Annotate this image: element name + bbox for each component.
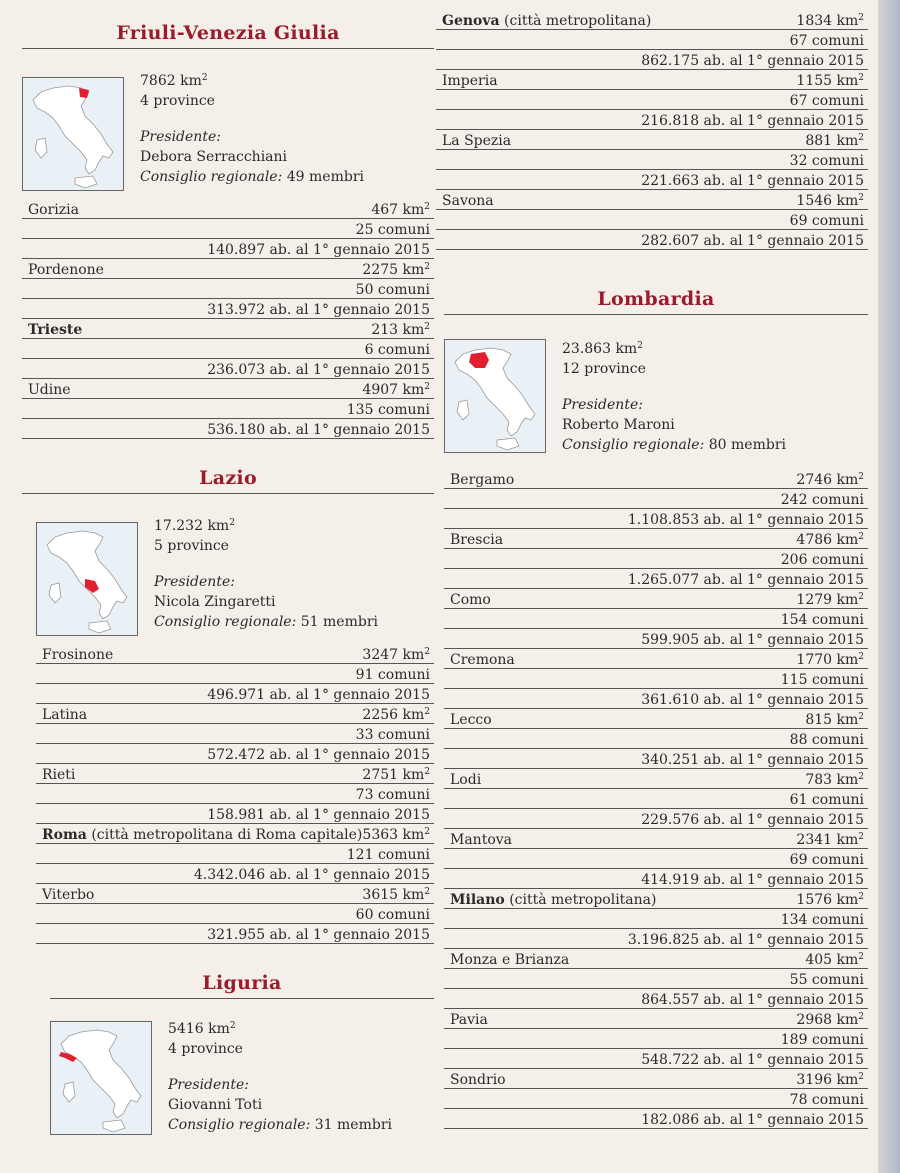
province-area: 2275 $km^2$ <box>362 262 430 278</box>
province-comuni: 33 comuni <box>355 727 430 743</box>
province-row <box>22 279 434 299</box>
province-row <box>444 1029 868 1049</box>
province-row <box>22 219 434 239</box>
province-row <box>444 809 868 829</box>
province-population: 1.265.077 ab. al 1° gennaio 2015 <box>627 572 864 588</box>
province-row <box>436 110 868 130</box>
province-comuni: 25 comuni <box>355 222 430 238</box>
president-label: Presidente: <box>154 574 235 590</box>
page-edge <box>878 0 900 1173</box>
province-row <box>22 199 434 219</box>
province-table <box>22 199 434 439</box>
province-row <box>444 529 868 549</box>
province-name: Rieti <box>42 767 76 783</box>
province-name: Pavia <box>450 1012 488 1028</box>
province-population: 1.108.853 ab. al 1° gennaio 2015 <box>627 512 864 528</box>
province-population: 361.610 ab. al 1° gennaio 2015 <box>641 692 864 708</box>
president-name: Giovanni Toti <box>168 1097 263 1113</box>
province-row <box>436 10 868 30</box>
region-info <box>36 494 434 644</box>
council-info: Consiglio regionale: 31 membri <box>168 1117 392 1133</box>
province-row <box>36 884 434 904</box>
province-name: Roma (città metropolitana di Roma capitale) <box>42 827 363 843</box>
province-name: Milano (città metropolitana) <box>450 892 657 908</box>
province-area: 5363 $km^2$ <box>362 827 430 843</box>
province-area: 2746 $km^2$ <box>796 472 864 488</box>
province-area: 467 $km^2$ <box>371 202 430 218</box>
region-info <box>444 315 868 469</box>
province-area: 1770 $km^2$ <box>796 652 864 668</box>
province-row <box>444 869 868 889</box>
province-row <box>36 744 434 764</box>
province-row <box>444 789 868 809</box>
president-name: Debora Serracchiani <box>140 149 288 165</box>
region-title: Liguria <box>202 972 282 994</box>
province-row <box>36 784 434 804</box>
province-row <box>22 399 434 419</box>
province-comuni: 154 comuni <box>780 612 864 628</box>
province-name: Brescia <box>450 532 504 548</box>
province-comuni: 91 comuni <box>355 667 430 683</box>
province-comuni: 69 comuni <box>789 213 864 229</box>
province-area: 1546 $km^2$ <box>796 193 864 209</box>
province-population: 572.472 ab. al 1° gennaio 2015 <box>207 747 430 763</box>
province-comuni: 135 comuni <box>346 402 430 418</box>
president-name: Nicola Zingaretti <box>154 594 276 610</box>
italy-map-icon <box>50 1021 152 1135</box>
province-row <box>444 1049 868 1069</box>
province-row <box>444 509 868 529</box>
province-population: 599.905 ab. al 1° gennaio 2015 <box>641 632 864 648</box>
province-population: 414.919 ab. al 1° gennaio 2015 <box>641 872 864 888</box>
province-row <box>436 50 868 70</box>
president-label: Presidente: <box>562 397 643 413</box>
right-column <box>436 0 868 1129</box>
province-comuni: 121 comuni <box>346 847 430 863</box>
province-row <box>36 924 434 944</box>
province-area: 1279 $km^2$ <box>796 592 864 608</box>
province-area: 4907 $km^2$ <box>362 382 430 398</box>
province-table <box>444 469 868 1129</box>
italy-map-icon <box>36 522 138 636</box>
province-name: Sondrio <box>450 1072 506 1088</box>
region-summary <box>562 339 786 455</box>
province-population: 140.897 ab. al 1° gennaio 2015 <box>207 242 430 258</box>
province-comuni: 78 comuni <box>789 1092 864 1108</box>
province-row <box>436 150 868 170</box>
province-row <box>436 130 868 150</box>
province-row <box>444 1009 868 1029</box>
province-comuni: 69 comuni <box>789 852 864 868</box>
province-row <box>22 379 434 399</box>
province-row <box>36 644 434 664</box>
italy-map-icon <box>22 77 124 191</box>
province-population: 182.086 ab. al 1° gennaio 2015 <box>641 1112 864 1128</box>
province-row <box>444 889 868 909</box>
province-area: 1834 $km^2$ <box>796 13 864 29</box>
president-label: Presidente: <box>140 129 221 145</box>
region-provinces: 4 province <box>140 93 215 109</box>
province-row <box>36 804 434 824</box>
province-row <box>36 724 434 744</box>
president-name: Roberto Maroni <box>562 417 675 433</box>
province-row <box>444 489 868 509</box>
province-comuni: 60 comuni <box>355 907 430 923</box>
province-area: 881 $km^2$ <box>805 133 864 149</box>
province-name: Viterbo <box>42 887 95 903</box>
province-row <box>36 844 434 864</box>
province-row <box>444 769 868 789</box>
province-row <box>444 749 868 769</box>
province-row <box>444 929 868 949</box>
region-area: 5416 $km^2$ <box>168 1021 236 1037</box>
province-population: 548.722 ab. al 1° gennaio 2015 <box>641 1052 864 1068</box>
province-row <box>36 864 434 884</box>
province-area: 3615 $km^2$ <box>362 887 430 903</box>
province-row <box>36 684 434 704</box>
province-area: 1155 $km^2$ <box>796 73 864 89</box>
province-comuni: 32 comuni <box>789 153 864 169</box>
province-row <box>444 589 868 609</box>
province-population: 4.342.046 ab. al 1° gennaio 2015 <box>193 867 430 883</box>
province-row <box>444 1069 868 1089</box>
province-name: Lecco <box>450 712 492 728</box>
province-name: Imperia <box>442 73 498 89</box>
province-name: Mantova <box>450 832 513 848</box>
province-name: Monza e Brianza <box>450 952 570 968</box>
left-column <box>22 0 434 1149</box>
province-row <box>436 230 868 250</box>
province-area: 2256 $km^2$ <box>362 707 430 723</box>
president-label: Presidente: <box>168 1077 249 1093</box>
province-row <box>36 664 434 684</box>
province-name: Como <box>450 592 491 608</box>
province-comuni: 242 comuni <box>780 492 864 508</box>
province-population: 229.576 ab. al 1° gennaio 2015 <box>641 812 864 828</box>
province-row <box>436 70 868 90</box>
region-liguria <box>22 950 434 1149</box>
region-provinces: 12 province <box>562 361 646 377</box>
region-lombardia <box>444 266 868 1129</box>
province-area: 2968 $km^2$ <box>796 1012 864 1028</box>
province-row <box>436 210 868 230</box>
province-row <box>444 609 868 629</box>
province-name: Gorizia <box>28 202 79 218</box>
province-name: Pordenone <box>28 262 104 278</box>
province-row <box>444 469 868 489</box>
province-row <box>22 299 434 319</box>
province-population: 321.955 ab. al 1° gennaio 2015 <box>207 927 430 943</box>
province-area: 3196 $km^2$ <box>796 1072 864 1088</box>
province-area: 2341 $km^2$ <box>796 832 864 848</box>
province-population: 864.557 ab. al 1° gennaio 2015 <box>641 992 864 1008</box>
province-area: 783 $km^2$ <box>805 772 864 788</box>
province-population: 340.251 ab. al 1° gennaio 2015 <box>641 752 864 768</box>
province-row <box>22 239 434 259</box>
province-population: 282.607 ab. al 1° gennaio 2015 <box>641 233 864 249</box>
province-comuni: 134 comuni <box>780 912 864 928</box>
region-summary <box>168 1019 392 1135</box>
region-title: Lazio <box>199 467 257 489</box>
region-title: Friuli-Venezia Giulia <box>116 22 340 44</box>
province-row <box>444 729 868 749</box>
province-name: Savona <box>442 193 494 209</box>
province-name: Cremona <box>450 652 515 668</box>
province-comuni: 67 comuni <box>789 93 864 109</box>
province-row <box>444 949 868 969</box>
council-info: Consiglio regionale: 51 membri <box>154 614 378 630</box>
province-comuni: 206 comuni <box>780 552 864 568</box>
province-row <box>444 1109 868 1129</box>
council-info: Consiglio regionale: 49 membri <box>140 169 364 185</box>
region-area: 17.232 $km^2$ <box>154 518 235 534</box>
region-info <box>50 999 434 1149</box>
province-population: 862.175 ab. al 1° gennaio 2015 <box>641 53 864 69</box>
province-row <box>444 969 868 989</box>
province-row <box>444 709 868 729</box>
italy-map-icon <box>444 339 546 453</box>
province-row <box>22 419 434 439</box>
region-lazio <box>22 445 434 944</box>
province-row <box>22 359 434 379</box>
region-info <box>22 49 434 199</box>
province-comuni: 50 comuni <box>355 282 430 298</box>
province-row <box>444 569 868 589</box>
province-row <box>436 170 868 190</box>
province-comuni: 115 comuni <box>780 672 864 688</box>
province-name: Udine <box>28 382 71 398</box>
province-comuni: 88 comuni <box>789 732 864 748</box>
province-row <box>36 904 434 924</box>
province-area: 815 $km^2$ <box>805 712 864 728</box>
region-area: 23.863 $km^2$ <box>562 341 643 357</box>
region-provinces: 4 province <box>168 1041 243 1057</box>
region-summary <box>154 516 378 632</box>
province-row <box>444 829 868 849</box>
province-row <box>436 190 868 210</box>
province-area: 4786 $km^2$ <box>796 532 864 548</box>
province-row <box>22 259 434 279</box>
province-comuni: 6 comuni <box>364 342 430 358</box>
province-population: 496.971 ab. al 1° gennaio 2015 <box>207 687 430 703</box>
province-row <box>444 989 868 1009</box>
province-population: 313.972 ab. al 1° gennaio 2015 <box>207 302 430 318</box>
province-area: 2751 $km^2$ <box>362 767 430 783</box>
province-comuni: 73 comuni <box>355 787 430 803</box>
province-name: Genova (città metropolitana) <box>442 13 652 29</box>
province-population: 221.663 ab. al 1° gennaio 2015 <box>641 173 864 189</box>
province-area: 213 $km^2$ <box>371 322 430 338</box>
province-comuni: 55 comuni <box>789 972 864 988</box>
province-comuni: 67 comuni <box>789 33 864 49</box>
province-area: 3247 $km^2$ <box>362 647 430 663</box>
province-name: Trieste <box>28 322 83 338</box>
province-name: Lodi <box>450 772 482 788</box>
region-area: 7862 $km^2$ <box>140 73 208 89</box>
province-name: Frosinone <box>42 647 114 663</box>
region-friuli-venezia-giulia <box>22 0 434 439</box>
province-row <box>444 549 868 569</box>
province-row <box>444 849 868 869</box>
province-population: 236.073 ab. al 1° gennaio 2015 <box>207 362 430 378</box>
province-row <box>36 764 434 784</box>
province-area: 405 $km^2$ <box>805 952 864 968</box>
region-title: Lombardia <box>597 288 715 310</box>
province-population: 3.196.825 ab. al 1° gennaio 2015 <box>627 932 864 948</box>
province-comuni: 61 comuni <box>789 792 864 808</box>
province-row <box>444 629 868 649</box>
province-table <box>36 644 434 944</box>
region-provinces: 5 province <box>154 538 229 554</box>
province-row <box>444 1089 868 1109</box>
council-info: Consiglio regionale: 80 membri <box>562 437 786 453</box>
province-population: 158.981 ab. al 1° gennaio 2015 <box>207 807 430 823</box>
province-population: 536.180 ab. al 1° gennaio 2015 <box>207 422 430 438</box>
province-row <box>444 689 868 709</box>
province-name: La Spezia <box>442 133 512 149</box>
province-name: Bergamo <box>450 472 515 488</box>
province-row <box>36 704 434 724</box>
province-row <box>436 90 868 110</box>
region-summary <box>140 71 364 187</box>
province-row <box>444 649 868 669</box>
province-name: Latina <box>42 707 88 723</box>
province-row <box>36 824 434 844</box>
province-comuni: 189 comuni <box>780 1032 864 1048</box>
province-row <box>22 339 434 359</box>
province-row <box>436 30 868 50</box>
province-row <box>444 669 868 689</box>
province-population: 216.818 ab. al 1° gennaio 2015 <box>641 113 864 129</box>
province-row <box>22 319 434 339</box>
province-area: 1576 $km^2$ <box>796 892 864 908</box>
province-row <box>444 909 868 929</box>
province-table <box>436 10 868 250</box>
